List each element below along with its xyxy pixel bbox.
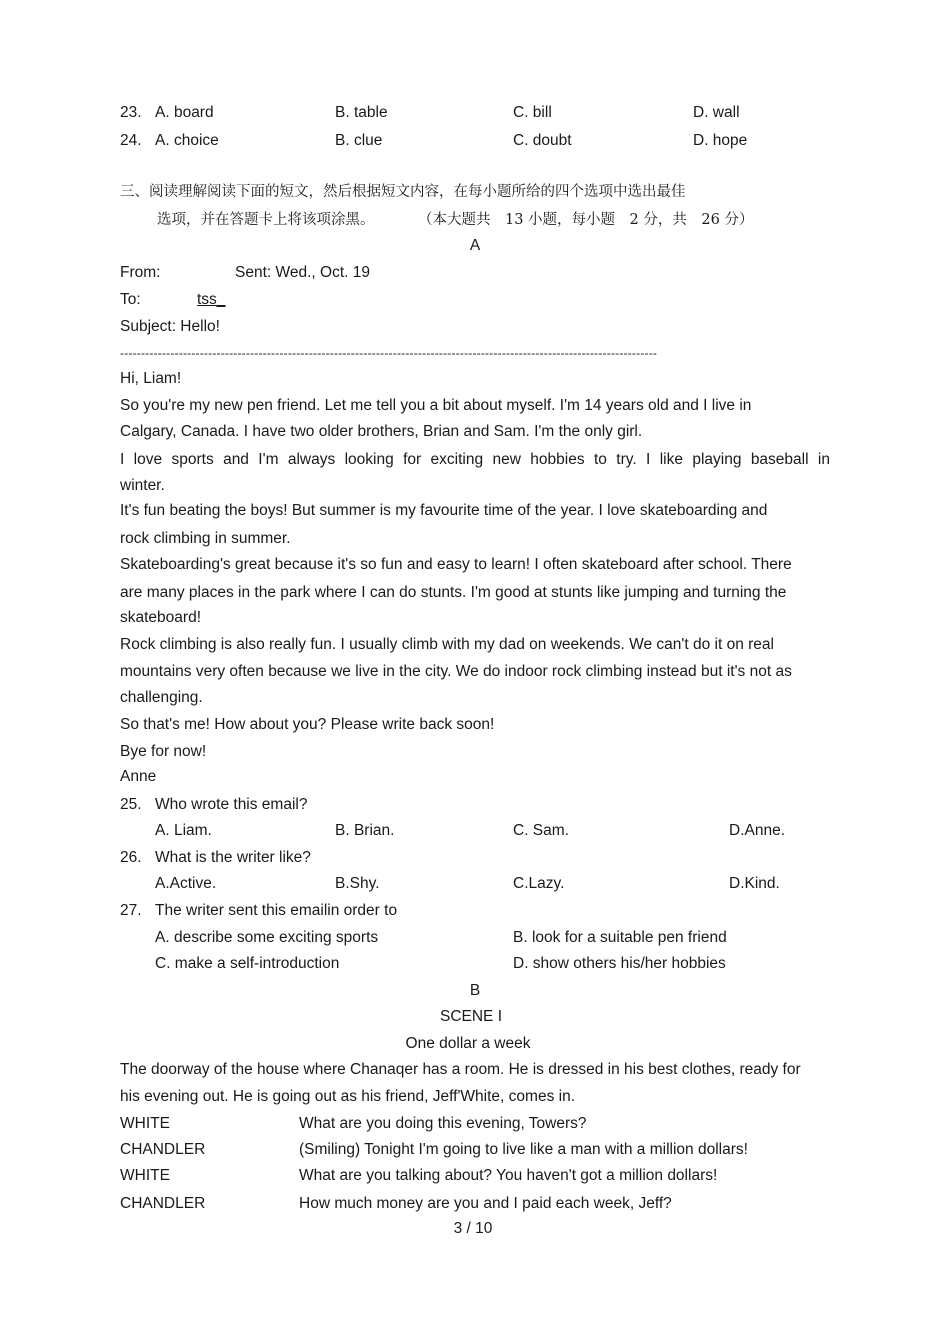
option-a: A.Active. [155,875,217,892]
paragraph-line: rock climbing in summer. [120,530,291,547]
closing: Bye for now! [120,743,207,760]
option-b: B. clue [335,132,383,149]
paragraph-line: skateboard! [120,609,201,626]
paragraph-line: Rock climbing is also really fun. I usually climb with my dad on weekends. We can't do it on real [120,636,774,653]
section-note: （本大题共 13 小题，每小题 2 分，共 26 分） [418,212,754,228]
stage-direction-line: The doorway of the house where Chanaqer has a room. He is dressed in his best clothes, ready for [120,1061,801,1078]
play-title: One dollar a week [405,1035,531,1052]
option-d: D.Anne. [729,822,786,839]
page-number: 3 / 10 [453,1220,493,1237]
question-stem: Who wrote this email? [155,796,308,813]
signature: Anne [120,768,157,785]
question-number: 27. [120,902,142,919]
passage-label: B [469,982,481,999]
dialogue-line: What are you talking about? You haven't got a million dollars! [299,1167,718,1184]
option-b: B.Shy. [335,875,380,892]
option-c: C. bill [513,104,552,121]
option-c: C.Lazy. [513,875,565,892]
question-stem: The writer sent this emailin order to [155,902,398,919]
paragraph-line: mountains very often because we live in the city. We do indoor rock climbing instead but it's not as [120,663,792,680]
question-number: 24. [120,132,142,149]
paragraph-line: It's fun beating the boys! But summer is my favourite time of the year. I love skateboarding and [120,502,768,519]
to-value: tss_ [197,291,226,308]
option-b: B. table [335,104,388,121]
from-label: From: [120,264,161,281]
dialogue-line: What are you doing this evening, Towers? [299,1115,587,1132]
section-heading: 三、阅读理解阅读下面的短文，然后根据短文内容，在每小题所给的四个选项中选出最佳 [120,184,686,200]
question-number: 23. [120,104,142,121]
option-a: A. describe some exciting sports [155,929,379,946]
paragraph-line: winter. [120,477,165,494]
sent-date: Sent: Wed., Oct. 19 [235,264,370,281]
paragraph-line: Skateboarding's great because it's so fun and easy to learn! I often skateboard after school. There [120,556,792,573]
paragraph-line: Calgary, Canada. I have two older brothers, Brian and Sam. I'm the only girl. [120,423,643,440]
section-instruction: 选项，并在答题卡上将该项涂黑。 [157,212,375,228]
to-label: To: [120,291,141,308]
paragraph-line: So that's me! How about you? Please write back soon! [120,716,495,733]
option-b: B. Brian. [335,822,395,839]
email-divider: -------------------------------------------------------------------------------------------------------------------------------- [120,346,658,358]
speaker: CHANDLER [120,1195,206,1212]
passage-label: A [469,237,481,254]
speaker: WHITE [120,1115,170,1132]
option-d: D.Kind. [729,875,780,892]
option-c: C. doubt [513,132,572,149]
speaker: WHITE [120,1167,170,1184]
option-c: C. make a self-introduction [155,955,340,972]
question-number: 26. [120,849,142,866]
option-d: D. hope [693,132,748,149]
option-a: A. board [155,104,214,121]
dialogue-line: How much money are you and I paid each week, Jeff? [299,1195,672,1212]
option-d: D. show others his/her hobbies [513,955,726,972]
option-c: C. Sam. [513,822,569,839]
paragraph-line: are many places in the park where I can do stunts. I'm good at stunts like jumping and turning the [120,584,787,601]
question-stem: What is the writer like? [155,849,311,866]
option-d: D. wall [693,104,740,121]
paragraph-line: So you're my new pen friend. Let me tell you a bit about myself. I'm 14 years old and I live in [120,397,752,414]
scene-heading: SCENE I [439,1008,502,1025]
paragraph-line: challenging. [120,689,203,706]
option-a: A. choice [155,132,219,149]
question-number: 25. [120,796,142,813]
option-a: A. Liam. [155,822,212,839]
stage-direction-line: his evening out. He is going out as his friend, Jeff'White, comes in. [120,1088,575,1105]
dialogue-line: (Smiling) Tonight I'm going to live like a man with a million dollars! [299,1141,748,1158]
paragraph-line: I love sports and I'm always looking for exciting new hobbies to try. I like playing baseball in [120,451,830,468]
greeting: Hi, Liam! [120,370,182,387]
speaker: CHANDLER [120,1141,206,1158]
subject-line: Subject: Hello! [120,318,220,335]
option-b: B. look for a suitable pen friend [513,929,727,946]
